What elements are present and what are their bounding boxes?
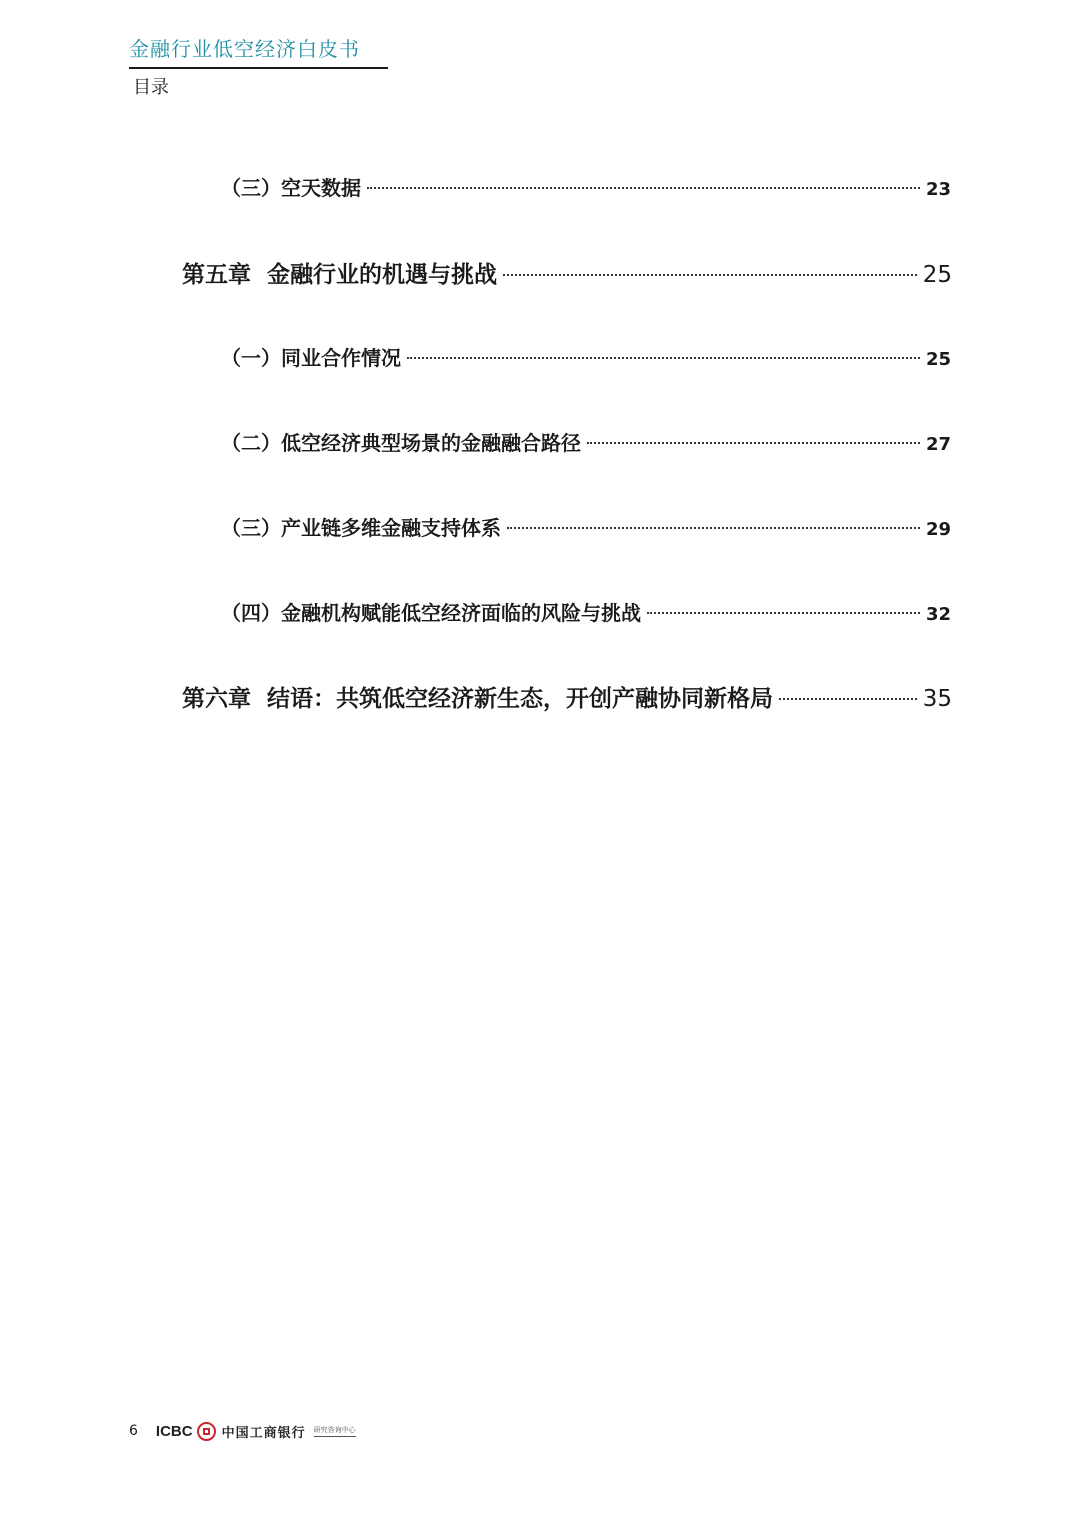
toc-page-number: 23: [925, 179, 951, 200]
toc-dot-leader: [647, 612, 920, 614]
toc-entry-label: （三）产业链多维金融支持体系: [221, 516, 501, 540]
toc-page-number: 25: [922, 262, 952, 288]
toc-dot-leader: [507, 527, 920, 529]
toc-entry[interactable]: [221, 512, 951, 541]
toc-dot-leader: [779, 698, 917, 700]
footer-page-number: 6: [129, 1423, 138, 1439]
toc-entry[interactable]: [221, 342, 951, 371]
page-footer: [129, 1417, 356, 1445]
toc-entry-label: （四）金融机构赋能低空经济面临的风险与挑战: [221, 601, 641, 625]
icbc-seal-icon: [197, 1422, 216, 1441]
toc-entry-label: （三）空天数据: [221, 176, 361, 200]
footer-bank-name: 中国工商银行: [221, 1425, 306, 1441]
toc-entry[interactable]: [221, 172, 951, 201]
toc-page-number: 27: [925, 434, 951, 455]
toc-chapter-label: 结语：共筑低空经济新生态，开创产融协同新格局: [267, 686, 773, 712]
footer-sub-text: 研究咨询中心: [314, 1425, 356, 1437]
toc-entry-label: （二）低空经济典型场景的金融融合路径: [221, 431, 581, 455]
toc-page-number: 29: [925, 519, 951, 540]
toc-page-number: 25: [925, 349, 951, 370]
toc-entry-label: （一）同业合作情况: [221, 346, 401, 370]
toc-page-number: 32: [925, 604, 951, 625]
icbc-logo-text: ICBC: [155, 1422, 193, 1440]
toc-dot-leader: [587, 442, 920, 444]
toc-chapter-entry[interactable]: [182, 256, 952, 289]
toc-page-number: 35: [922, 686, 952, 712]
section-heading: 目录: [133, 77, 169, 98]
toc-chapter-number: 第六章: [182, 686, 251, 712]
toc-entry[interactable]: [221, 597, 951, 626]
header-divider: [129, 67, 388, 69]
toc-dot-leader: [367, 187, 920, 189]
toc-chapter-label: 金融行业的机遇与挑战: [267, 262, 497, 288]
toc-dot-leader: [503, 274, 917, 276]
toc-dot-leader: [407, 357, 920, 359]
toc-chapter-entry[interactable]: [182, 680, 952, 713]
toc-entry[interactable]: [221, 427, 951, 456]
toc-chapter-number: 第五章: [182, 262, 251, 288]
document-title: 金融行业低空经济白皮书: [129, 37, 360, 61]
